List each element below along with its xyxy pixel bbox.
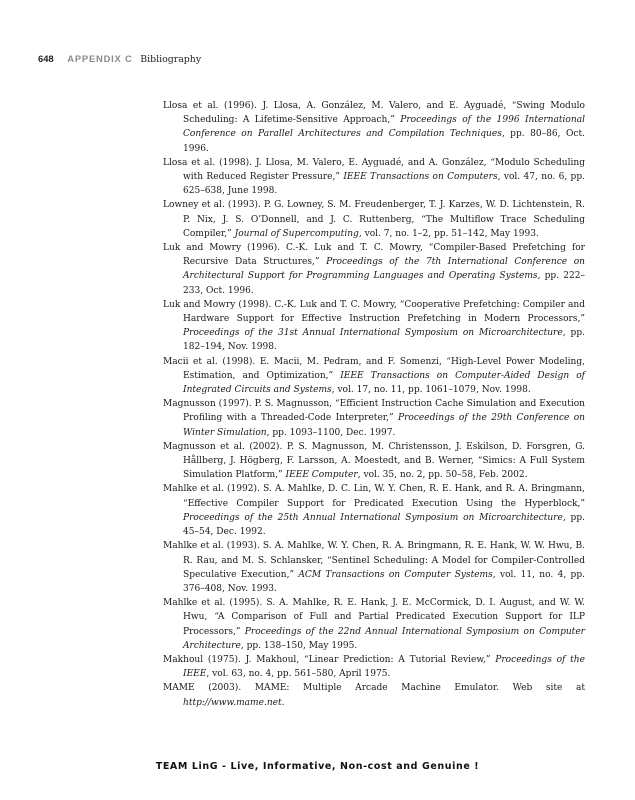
bib-entry-details: , vol. 47, no. 6, pp. 625–638, June 1998. xyxy=(183,172,585,197)
bib-entry-details: , pp. 1093–1100, Dec. 1997. xyxy=(266,427,396,438)
bib-entry-venue: http://www.mame.net xyxy=(183,697,282,708)
bib-entry-venue: Journal of Supercomputing xyxy=(234,228,359,239)
bib-entry-text: Llosa et al. (1996). J. Llosa, A. González, M. Valero, and E. Ayguadé, “Swing Modulo Scheduling: A Lifetime-Sensitive Approach,” xyxy=(163,101,585,126)
bib-entry-text: Mahlke et al. (1992). S. A. Mahlke, D. C. Lin, W. Y. Chen, R. E. Hank, and R. A. Bringmann, “Effective Compiler Support for Predicated Execution Using the Hyperblock,” xyxy=(163,484,585,509)
bib-entry xyxy=(163,539,585,596)
running-header xyxy=(38,53,605,66)
bib-entry-details: , vol. 63, no. 4, pp. 561–580, April 1975. xyxy=(206,669,391,680)
bibliography-list xyxy=(163,99,585,710)
bib-entry-details: , pp. 182–194, Nov. 1998. xyxy=(183,328,585,353)
bib-entry-venue: Proceedings of the 22nd Annual International Symposium on Computer Architecture xyxy=(183,626,585,651)
bib-entry-text: Luk and Mowry (1996). C.-K. Luk and T. C. Mowry, “Compiler-Based Prefetching for Recursive Data Structures,” xyxy=(163,243,585,268)
bib-entry-venue: ACM Transactions on Computer Systems xyxy=(298,569,493,580)
bib-entry xyxy=(163,440,585,483)
bib-entry-text: Lowney et al. (1993). P. G. Lowney, S. M. Freudenberger, T. J. Karzes, W. D. Lichtenstein, R. P. Nix, J. S. O’Donnell, and J. C. Ruttenberg, “The Multiflow Trace Scheduling Compiler,” xyxy=(163,200,585,239)
bib-entry-text: Magnusson (1997). P. S. Magnusson, “Efficient Instruction Cache Simulation and Execution Profiling with a Threaded-Code Interpreter,” xyxy=(163,399,585,424)
bib-entry-text: Luk and Mowry (1998). C.-K. Luk and T. C. Mowry, “Cooperative Prefetching: Compiler and Hardware Support for Effective Instruction Prefetching in Modern Processors,” xyxy=(163,299,585,325)
bib-entry-venue: Proceedings of the 29th Conference on Winter Simulation xyxy=(183,413,585,438)
bib-entry-venue: Proceedings of the 25th Annual International Symposium on Microarchitecture xyxy=(183,512,563,523)
bib-entry-venue: Proceedings of the 1996 International Conference on Parallel Architectures and Compilation Techniques xyxy=(183,115,585,140)
bib-entry-text: Macii et al. (1998). E. Macii, M. Pedram, and F. Somenzi, “High-Level Power Modeling, Estimation, and Optimization,” xyxy=(163,356,585,381)
bib-entry-text: Makhoul (1975). J. Makhoul, “Linear Prediction: A Tutorial Review,” xyxy=(163,654,496,665)
bib-entry-venue: IEEE Computer xyxy=(285,470,358,481)
bib-entry-text: Mahlke et al. (1995). S. A. Mahlke, R. E. Hank, J. E. McCormick, D. I. August, and W. W. Hwu, “A Comparison of Full and Partial Predicated Execution Support for ILP Processors,” xyxy=(163,598,585,637)
bib-entry xyxy=(163,355,585,398)
bib-entry-details: , vol. 35, no. 2, pp. 50–58, Feb. 2002. xyxy=(357,470,528,481)
bib-entry xyxy=(163,653,585,681)
bib-entry-details: , pp. 80–86, Oct. 1996. xyxy=(183,129,585,154)
bib-entry xyxy=(163,156,585,199)
bib-entry-text: MAME (2003). MAME: Multiple Arcade Machine Emulator. Web site at xyxy=(163,683,585,694)
bib-entry-venue: IEEE Transactions on Computer-Aided Design of Integrated Circuits and Systems xyxy=(183,370,585,396)
bib-entry-details: , vol. 17, no. 11, pp. 1061–1079, Nov. 1998. xyxy=(331,385,531,396)
section-title: Bibliography xyxy=(140,54,202,65)
bib-entry xyxy=(163,198,585,241)
bib-entry-details: , vol. 7, no. 1–2, pp. 51–142, May 1993. xyxy=(358,228,539,239)
bib-entry-details: , pp. 222–233, Oct. 1996. xyxy=(183,271,585,296)
bib-entry xyxy=(163,482,585,539)
bib-entry-text: Llosa et al. (1998). J. Llosa, M. Valero, E. Ayguadé, and A. González, “Modulo Scheduling with Reduced Register Pressure,” xyxy=(163,157,585,183)
bib-entry xyxy=(163,681,585,709)
bib-entry-details: , vol. 11, no. 4, pp. 376–408, Nov. 1993. xyxy=(183,569,585,594)
bib-entry-text: Magnusson et al. (2002). P. S. Magnusson, M. Christensson, J. Eskilson, D. Forsgren, G. Hållberg, J. Högberg, F. Larsson, A. Moestedt, and B. Werner, “Simics: A Full System Simulation Platform,” xyxy=(163,441,585,481)
footer-watermark: TEAM LinG - Live, Informative, Non-cost and Genuine ! xyxy=(155,761,480,772)
bib-entry xyxy=(163,241,585,298)
bib-entry xyxy=(163,397,585,440)
bib-entry xyxy=(163,99,585,156)
bib-entry-venue: IEEE Transactions on Computers xyxy=(343,172,498,183)
bib-entry-venue: Proceedings of the 31st Annual International Symposium on Microarchitecture xyxy=(183,328,563,339)
bib-entry-details: , pp. 45–54, Dec. 1992. xyxy=(183,512,586,538)
bib-entry xyxy=(163,298,585,355)
bib-entry-details: , pp. 138–150, May 1995. xyxy=(240,640,358,651)
bib-entry xyxy=(163,596,585,653)
appendix-label: APPENDIX C xyxy=(67,53,133,64)
bib-entry-venue: Proceedings of the IEEE xyxy=(183,654,585,680)
bib-entry-text: Mahlke et al. (1993). S. A. Mahlke, W. Y. Chen, R. A. Bringmann, R. E. Hank, W. W. Hwu, B. R. Rau, and M. S. Schlansker, “Sentinel Scheduling: A Model for Compiler-Controlled Speculative Execution,” xyxy=(163,541,585,580)
page-number: 648 xyxy=(38,53,54,64)
bib-entry-details: . xyxy=(281,697,285,708)
bib-entry-venue: Proceedings of the 7th International Conference on Architectural Support for Programming Languages and Operating Systems xyxy=(183,257,585,282)
